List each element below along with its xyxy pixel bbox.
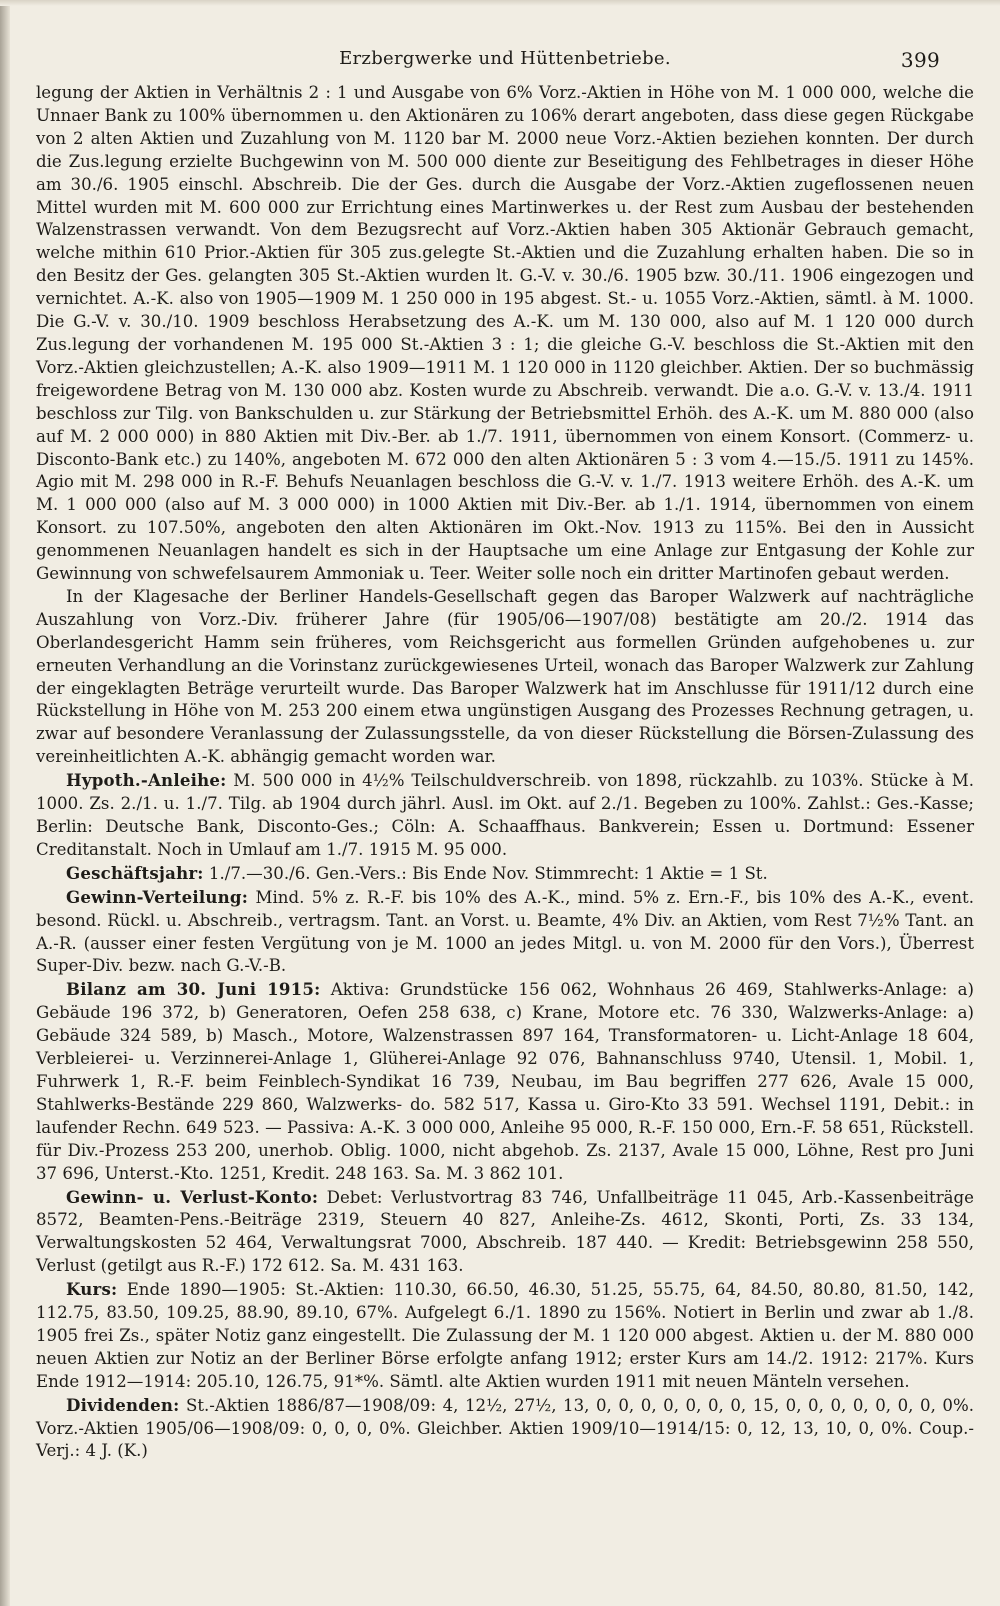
paragraph-lawsuit (36, 586, 974, 769)
section-lead: Geschäftsjahr: (66, 862, 204, 883)
paragraph-text: Debet: Verlustvortrag 83 746, Unfallbeiträge 11 045, Arb.-Kassenbeiträge 8572, Beamten-Pens.-Beiträge 2319, Steuern 40 827, Anleihe-Zs. 4612, Skonti, Porti, Zs. 33 134, Verwaltungskosten 52 464, Verwaltungsrat 7000, Abschreib. 187 440. — Kredit: Betriebsgewinn 258 550, Verlust (getilgt aus R.-F.) 172 612. Sa. M. 431 163. (36, 1187, 974, 1276)
section-lead: Kurs: (66, 1279, 118, 1300)
paragraph-kurs (36, 1278, 974, 1394)
paragraph-capital-history (36, 82, 974, 586)
section-lead: Hypoth.-Anleihe: (66, 770, 227, 791)
paragraph-text: legung der Aktien in Verhältnis 2 : 1 und Ausgabe von 6% Vorz.-Aktien in Höhe von M. 1 000 000, welche die Unnaer Bank zu 100% übernommen u. den Aktionären zu 106% derart angeboten, dass diese gegen Rückgabe von 2 alten Aktien und Zuzahlung von M. 1120 bar M. 2000 neue Vorz.-Aktien beziehen konnten. Der durch die Zus.legung erzielte Buchgewinn von M. 500 000 diente zur Beseitigung des Fehlbetrages in dieser Höhe am 30./6. 1905 einschl. Abschreib. Die der Ges. durch die Ausgabe der Vorz.-Aktien zugeflossenen neuen Mittel wurden mit M. 600 000 zur Errichtung eines Martinwerkes u. der Rest zum Ausbau der bestehenden Walzenstrassen verwandt. Von dem Bezugsrecht auf Vorz.-Aktien haben 305 Aktionär Gebrauch gemacht, welche mithin 610 Prior.-Aktien für 305 zus.gelegte St.-Aktien und die Zuzahlung erhalten haben. Die so in den Besitz der Ges. gelangten 305 St.-Aktien wurden lt. G.-V. v. 30./6. 1905 bzw. 30./11. 1906 eingezogen und vernichtet. A.-K. also von 1905—1909 M. 1 250 000 in 195 abgest. St.- u. 1055 Vorz.-Aktien, sämtl. à M. 1000. Die G.-V. v. 30./10. 1909 beschloss Herabsetzung des A.-K. um M. 130 000, also auf M. 1 120 000 durch Zus.legung der vorhandenen M. 195 000 St.-Aktien 3 : 1; die gleiche G.-V. beschloss die St.-Aktien mit den Vorz.-Aktien gleichzustellen; A.-K. also 1909—1911 M. 1 120 000 in 1120 gleichber. Aktien. Der so buchmässig freigewordene Betrag von M. 130 000 abz. Kosten wurde zu Abschreib. verwandt. Die a.o. G.-V. v. 13./4. 1911 beschloss zur Tilg. von Bankschulden u. zur Stärkung der Betriebsmittel Erhöh. des A.-K. um M. 880 000 (also auf M. 2 000 000) in 880 Aktien mit Div.-Ber. ab 1./7. 1911, übernommen von einem Konsort. (Commerz- u. Disconto-Bank etc.) zu 140%, angeboten M. 672 000 den alten Aktionären 5 : 3 vom 4.—15./5. 1911 zu 145%. Agio mit M. 298 000 in R.-F. Behufs Neuanlagen beschloss die G.-V. v. 1./7. 1913 weitere Erhöh. des A.-K. um M. 1 000 000 (also auf M. 3 000 000) in 1000 Aktien mit Div.-Ber. ab 1./1. 1914, übernommen von einem Konsort. zu 107.50%, angeboten den alten Aktionären im Okt.-Nov. 1913 zu 115%. Bei den in Aussicht genommenen Neuanlagen handelt es sich in der Hauptsache um eine Anlage zur Entgasung der Kohle zur Gewinnung von schwefelsaurem Ammoniak u. Teer. Weiter solle noch ein dritter Martinofen gebaut werden. (36, 83, 974, 584)
paragraph-text: 1./7.—30./6. Gen.-Vers.: Bis Ende Nov. Stimmrecht: 1 Aktie = 1 St. (203, 863, 768, 883)
section-lead: Bilanz am 30. Juni 1915: (66, 979, 321, 1000)
paragraph-gewinn-verteilung (36, 886, 974, 979)
paragraph-dividenden (36, 1394, 974, 1464)
page-top-shadow (0, 0, 1000, 6)
section-lead: Dividenden: (66, 1394, 180, 1415)
paragraph-bilanz (36, 978, 974, 1185)
section-lead: Gewinn-Verteilung: (66, 886, 249, 907)
page-header (36, 40, 974, 82)
paragraph-geschaeftsjahr (36, 862, 974, 886)
paragraph-hypothek-anleihe (36, 769, 974, 862)
paragraph-text: Aktiva: Grundstücke 156 062, Wohnhaus 26 469, Stahlwerks-Anlage: a) Gebäude 196 372, b) Generatoren, Oefen 258 638, c) Krane, Motore etc. 76 330, Walzwerks-Anlage: a) Gebäude 324 589, b) Masch., Motore, Walzenstrassen 897 164, Transformatoren- u. Licht-Anlage 18 604, Verbleierei- u. Verzinnerei-Anlage 1, Glüherei-Anlage 92 076, Bahnanschluss 9740, Utensil. 1, Mobil. 1, Fuhrwerk 1, R.-F. beim Feinblech-Syndikat 16 739, Neubau, im Bau begriffen 277 626, Avale 15 000, Stahlwerks-Bestände 229 860, Walzwerks- do. 582 517, Kassa u. Giro-Kto 33 591. Wechsel 1191, Debit.: in laufender Rechn. 649 523. — Passiva: A.-K. 3 000 000, Anleihe 95 000, R.-F. 150 000, Ern.-F. 58 651, Rückstell. für Div.-Prozess 253 200, unerhob. Oblig. 1000, nicht abgehob. Zs. 2137, Avale 15 000, Löhne, Rest pro Juni 37 696, Unterst.-Kto. 1251, Kredit. 248 163. Sa. M. 3 862 101. (36, 980, 975, 1183)
paragraph-text: Mind. 5% z. R.-F. bis 10% des A.-K., mind. 5% z. Ern.-F., bis 10% des A.-K., event. besond. Rückl. u. Abschreib., vertragsm. Tant. an Vorst. u. Beamte, 4% Div. an Aktien, vom Rest 7½% Tant. an A.-R. (ausser einer festen Vergütung von je M. 1000 an jedes Mitgl. u. von M. 2000 für den Vors.), Überrest Super-Div. bezw. nach G.-V.-B. (36, 887, 974, 976)
paragraph-text: Ende 1890—1905: St.-Aktien: 110.30, 66.50, 46.30, 51.25, 55.75, 64, 84.50, 80.80, 81.50, 142, 112.75, 83.50, 109.25, 88.90, 89.10, 67%. Aufgelegt 6./1. 1890 zu 156%. Notiert in Berlin und zwar ab 1./8. 1905 frei Zs., später Notiz ganz eingestellt. Die Zulassung der M. 1 120 000 abgest. Aktien u. der M. 880 000 neuen Aktien zur Notiz an der Berliner Börse erfolgte anfang 1912; erster Kurs am 14./2. 1912: 217%. Kurs Ende 1912—1914: 205.10, 126.75, 91*%. Sämtl. alte Aktien wurden 1911 mit neuen Mänteln versehen. (36, 1280, 974, 1391)
paragraph-gewinn-verlust (36, 1186, 974, 1279)
paragraph-text: M. 500 000 in 4½% Teilschuldverschreib. von 1898, rückzahlb. zu 103%. Stücke à M. 1000. Zs. 2./1. u. 1./7. Tilg. ab 1904 durch jährl. Ausl. im Okt. auf 2./1. Begeben zu 100%. Zahlst.: Ges.-Kasse; Berlin: Deutsche Bank, Disconto-Ges.; Cöln: A. Schaaffhaus. Bankverein; Essen u. Dortmund: Essener Creditanstalt. Noch in Umlauf am 1./7. 1915 M. 95 000. (36, 771, 974, 859)
running-title: Erzbergwerke und Hüttenbetriebe. (339, 48, 671, 69)
paragraph-text: In der Klagesache der Berliner Handels-Gesellschaft gegen das Baroper Walzwerk auf nachträgliche Auszahlung von Vorz.-Div. früherer Jahre (für 1905/06—1907/08) bestätigte am 20./2. 1914 das Oberlandesgericht Hamm sein früheres, vom Reichsgericht aus formellen Gründen aufgehobenes u. zur erneuten Verhandlung an die Vorinstanz zurückgewiesenes Urteil, wonach das Baroper Walzwerk zur Zahlung der eingeklagten Beträge verurteilt wurde. Das Baroper Walzwerk hat im Anschlusse für 1911/12 durch eine Rückstellung in Höhe von M. 253 200 einem etwa ungünstigen Ausgang des Prozesses Rechnung getragen, u. zwar auf besondere Veranlassung der Zulassungsstelle, da von dieser Rückstellung die Börsen-Zulassung des vereinheitlichten A.-K. abhängig gemacht worden war. (36, 586, 974, 767)
section-lead: Gewinn- u. Verlust-Konto: (66, 1186, 319, 1207)
page-edge-shadow (0, 0, 10, 1606)
body-text (36, 82, 974, 1463)
page-number: 399 (900, 48, 940, 72)
paragraph-text: St.-Aktien 1886/87—1908/09: 4, 12½, 27½, 13, 0, 0, 0, 0, 0, 0, 0, 15, 0, 0, 0, 0, 0, 0, 0, 0%. Vorz.-Aktien 1905/06—1908/09: 0, 0, 0, 0%. Gleichber. Aktien 1909/10—1914/15: 0, 12, 13, 10, 0, 0%. Coup.-Verj.: 4 J. (K.) (36, 1395, 974, 1461)
